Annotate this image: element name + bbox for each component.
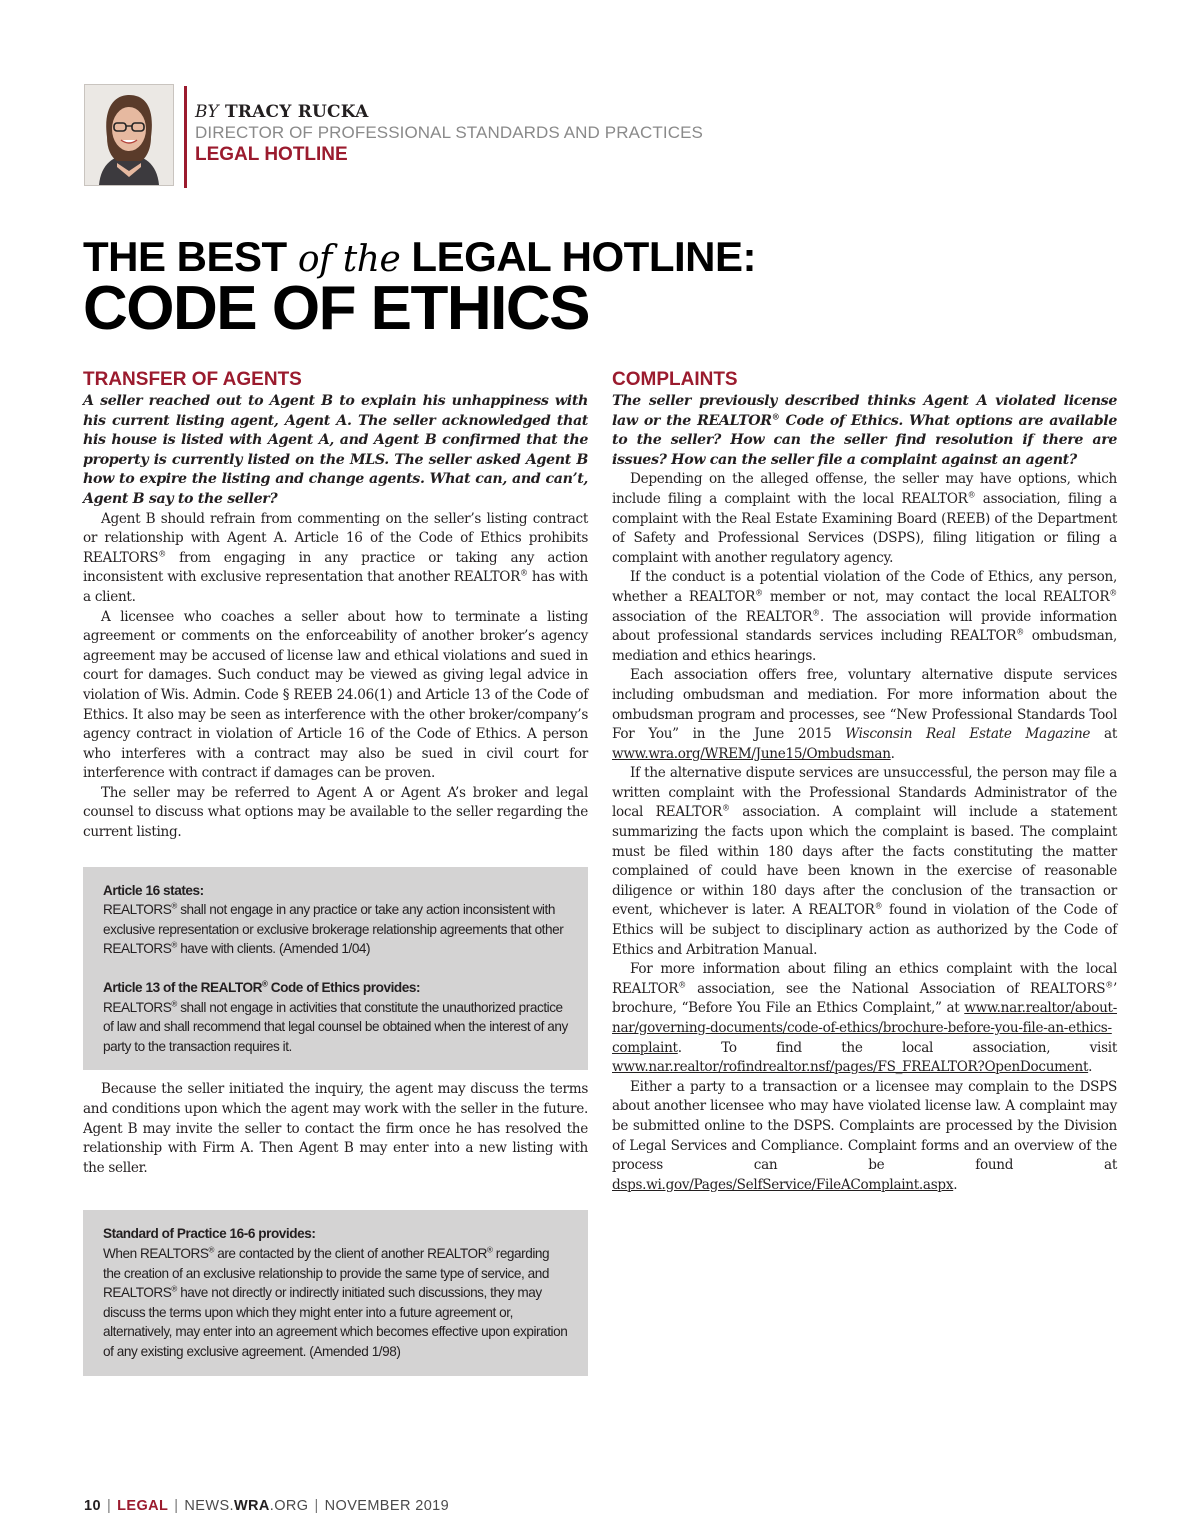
paragraph: Because the seller initiated the inquiry, the agent may discuss the terms and conditions upon which the agent may work with the seller in the future. Agent B may invite the seller to contact the firm once he has resolved the relationship with Firm A. Then Agent B may enter into a new listing with the seller. — [83, 1081, 588, 1176]
box-text-standard: When REALTORS® are contacted by the client of another REALTOR® regarding the creation of an exclusive relationship to provide the same type of service, and REALTORS® have not directly or indirectly initiated such discussions, they may discuss the terms upon which they might enter into a future agreement or, alternatively, may enter into an agreement which becomes effective upon expiration of any existing exclusive agreement. (Amended 1/98) — [103, 1245, 568, 1359]
left-column — [83, 370, 588, 1376]
section-heading-transfer: TRANSFER OF AGENTS — [83, 369, 302, 390]
sidebar-box-standard-16-6 — [83, 1210, 588, 1375]
byline — [195, 104, 795, 165]
column-name: LEGAL HOTLINE — [195, 143, 348, 165]
question-transfer: A seller reached out to Agent B to explain his unhappiness with his current listing agent, Agent A. The seller acknowledged that his house is listed with Agent A, and Agent B confirmed that the property is currently listed on the MLS. The seller asked Agent B how to expire the listing and change agents. What can, and can’t, Agent B say to the seller? — [83, 393, 588, 507]
footer-site: NEWS.WRA.ORG — [184, 1498, 309, 1514]
author-photo — [84, 84, 174, 186]
paragraph: Depending on the alleged offense, the seller may have options, which include filing a complaint with the local REALTOR® association, filing a complaint with the Real Estate Examining Board (REEB) of the Department of Safety and Professional Services (DSPS), filing litigation or filing a complaint with another regulatory agency. — [612, 471, 1117, 566]
author-title: DIRECTOR OF PROFESSIONAL STANDARDS AND PRACTICES — [195, 122, 703, 142]
right-column — [612, 370, 1117, 1195]
footer-issue: NOVEMBER 2019 — [324, 1498, 450, 1514]
body-transfer-continued — [83, 1080, 588, 1178]
box-text-article-16: REALTORS® shall not engage in any practice or take any action inconsistent with exclusive representation or exclusive brokerage relationship agreements that other REALTORS® have with clients. (Amended 1/04) — [103, 901, 564, 957]
headline — [83, 233, 1123, 343]
section-heading-complaints: COMPLAINTS — [612, 369, 738, 390]
sidebar-box-articles — [83, 867, 588, 1071]
body-complaints — [612, 470, 1117, 1195]
author-portrait-icon — [85, 85, 173, 185]
paragraph: The seller may be referred to Agent A or Agent A’s broker and legal counsel to discuss what options may be available to the seller regarding the current listing. — [83, 784, 588, 841]
paragraph: Either a party to a transaction or a licensee may complain to the DSPS about another licensee who may have violated license law. A complaint may be submitted online to the DSPS. Complaints are processed by the Division of Legal Services and Compliance. Complaint forms and an overview of the process can be found at dsps.wi.gov/Pages/SelfService/FileAComplaint.aspx. — [612, 1078, 1117, 1193]
page-footer: 10 | LEGAL | NEWS.WRA.ORG | NOVEMBER 2019 — [84, 1498, 450, 1514]
box-heading-article-16: Article 16 states: — [103, 882, 204, 898]
headline-line-1: THE BEST of the LEGAL HOTLINE: — [83, 233, 756, 280]
box-heading-standard: Standard of Practice 16-6 provides: — [103, 1226, 316, 1242]
find-association-link[interactable]: www.nar.realtor/rofindrealtor.nsf/pages/FS_FREALTOR?OpenDocument — [612, 1059, 1089, 1076]
paragraph: Agent B should refrain from commenting on the seller’s listing contract or relationship with Agent A. Article 16 of the Code of Ethics prohibits REALTORS® from engaging in any practice or taking any action inconsistent with exclusive representation that another REALTOR® has with a client. — [83, 510, 588, 605]
body-transfer — [83, 510, 588, 843]
byline-divider — [184, 86, 187, 188]
nar-brochure-link[interactable]: www.nar.realtor/about-nar/governing-documents/code-of-ethics/brochure-before-you-file-an-ethics-complaint — [612, 1000, 1117, 1056]
dsps-complaint-link[interactable]: dsps.wi.gov/Pages/SelfService/FileAComplaint.aspx — [612, 1176, 954, 1193]
ombudsman-link[interactable]: www.wra.org/WREM/June15/Ombudsman — [612, 745, 891, 762]
question-complaints: The seller previously described thinks Agent A violated license law or the REALTOR® Code of Ethics. What options are available to the seller? How can the seller find resolution if there are issues? How can the seller file a complaint against an agent? — [612, 393, 1117, 468]
paragraph: If the alternative dispute services are unsuccessful, the person may file a written complaint with the Professional Standards Administrator of the local REALTOR® association. A complaint will include a statement summarizing the facts upon which the complaint is based. The complaint must be filed within 180 days after the facts constituting the matter complained of could have been known in the exercise of reasonable diligence or within 180 days after the conclusion of the transaction or event, whichever is later. A REALTOR® found in violation of the Code of Ethics will be subject to disciplinary action as authorized by the Code of Ethics and Arbitration Manual. — [612, 765, 1118, 958]
author-name: BY TRACY RUCKA — [195, 102, 369, 122]
page-number: 10 — [84, 1498, 101, 1514]
paragraph: If the conduct is a potential violation of the Code of Ethics, any person, whether a REALTOR® member or not, may contact the local REALTOR® association of the REALTOR®. The association will provide information about professional standards services including REALTOR® ombudsman, mediation and ethics hearings. — [612, 569, 1117, 664]
paragraph: A licensee who coaches a seller about how to terminate a listing agreement or comments on the enforceability of another broker’s agency agreement may be accused of license law and ethical violations and sued in court for damages. Such conduct may be viewed as giving legal advice in violation of Wis. Admin. Code § REEB 24.06(1) and Article 13 of the Code of Ethics. It also may be seen as interference with the other broker/company’s agency contract in violation of Article 16 of the Code of Ethics. A person who interferes with a contract may also be sued in civil court for interference with contract if damages can be proven. — [83, 608, 588, 782]
box-text-article-13: REALTORS® shall not engage in activities that constitute the unauthorized practice of law and shall recommend that legal counsel be obtained when the interest of any party to the transaction requires it. — [103, 999, 568, 1054]
footer-section: LEGAL — [117, 1498, 169, 1514]
box-heading-article-13: Article 13 of the REALTOR® Code of Ethics provides: — [103, 979, 421, 996]
paragraph: For more information about filing an ethics complaint with the local REALTOR® association, see the National Association of REALTORS®’ brochure, “Before You File an Ethics Complaint,” at www.nar.realtor/about-nar/governing-documents/code-of-ethics/brochure-before-you-file-an-ethics-complaint. To find the local association, visit www.nar.realtor/rofindrealtor.nsf/pages/FS_FREALTOR?OpenDocument. — [612, 961, 1117, 1076]
paragraph: Each association offers free, voluntary alternative dispute services including ombudsman and mediation. For more information about the ombudsman program and processes, see “New Professional Standards Tool For You” in the June 2015 Wisconsin Real Estate Magazine at www.wra.org/WREM/June15/Ombudsman. — [612, 667, 1117, 762]
headline-line-2: CODE OF ETHICS — [83, 274, 590, 343]
